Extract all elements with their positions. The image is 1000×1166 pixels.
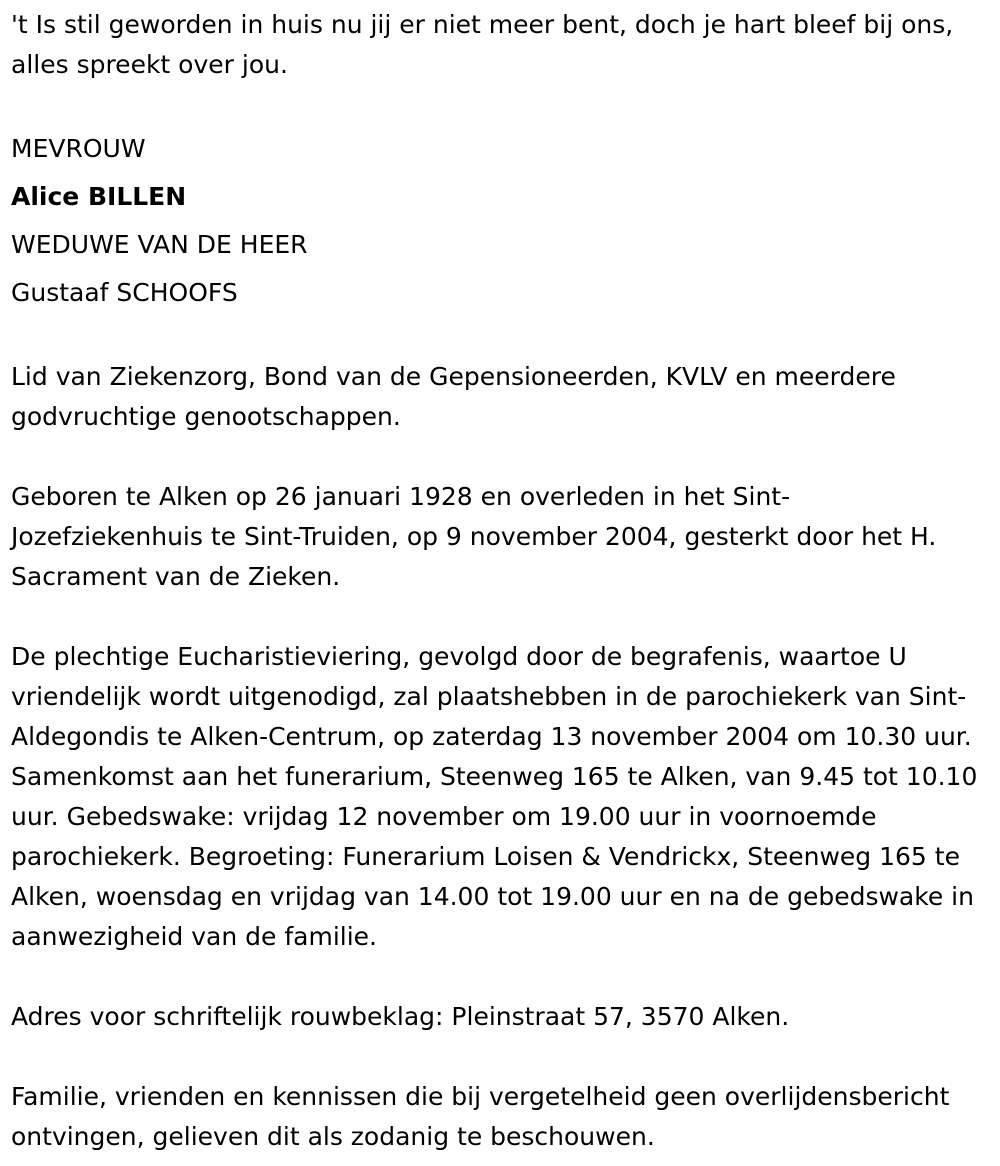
closing-paragraph: Familie, vrienden en kennissen die bij vergetelheid geen overlijdensbericht ontvingen, gelieven dit als zodanig te beschouwen.: [11, 1082, 950, 1151]
spouse-name: Gustaaf SCHOOFS: [11, 278, 238, 307]
intro-verse: 't Is stil geworden in huis nu jij er niet meer bent, doch je hart bleef bij ons, alles spreekt over jou.: [11, 10, 954, 79]
honorific-title: MEVROUW: [11, 134, 146, 163]
condolence-address: Adres voor schriftelijk rouwbeklag: Pleinstraat 57, 3570 Alken.: [11, 1002, 790, 1031]
obituary-notice: [11, 0, 981, 1157]
deceased-name-block: [11, 125, 981, 317]
ceremony-paragraph: De plechtige Eucharistieviering, gevolgd door de begrafenis, waartoe U vriendelijk wordt uitgenodigd, zal plaatshebben in de parochiekerk van Sint-Aldegondis te Alken-Centrum, op zaterdag 13 november 2004 om 10.30 uur. Samenkomst aan het funerarium, Steenweg 165 te Alken, van 9.45 tot 10.10 uur. Gebedswake: vrijdag 12 november om 19.00 uur in voornoemde parochiekerk. Begroeting: Funerarium Loisen & Vendrickx, Steenweg 165 te Alken, woensdag en vrijdag van 14.00 tot 19.00 uur en na de gebedswake in aanwezigheid van de familie.: [11, 642, 978, 951]
membership-paragraph: Lid van Ziekenzorg, Bond van de Gepensioneerden, KVLV en meerdere godvruchtige genootschappen.: [11, 362, 896, 431]
relation-line: WEDUWE VAN DE HEER: [11, 230, 308, 259]
deceased-name: Alice BILLEN: [11, 182, 187, 211]
birth-death-paragraph: Geboren te Alken op 26 januari 1928 en overleden in het Sint-Jozefziekenhuis te Sint-Truiden, op 9 november 2004, gesterkt door het H. Sacrament van de Zieken.: [11, 482, 937, 591]
